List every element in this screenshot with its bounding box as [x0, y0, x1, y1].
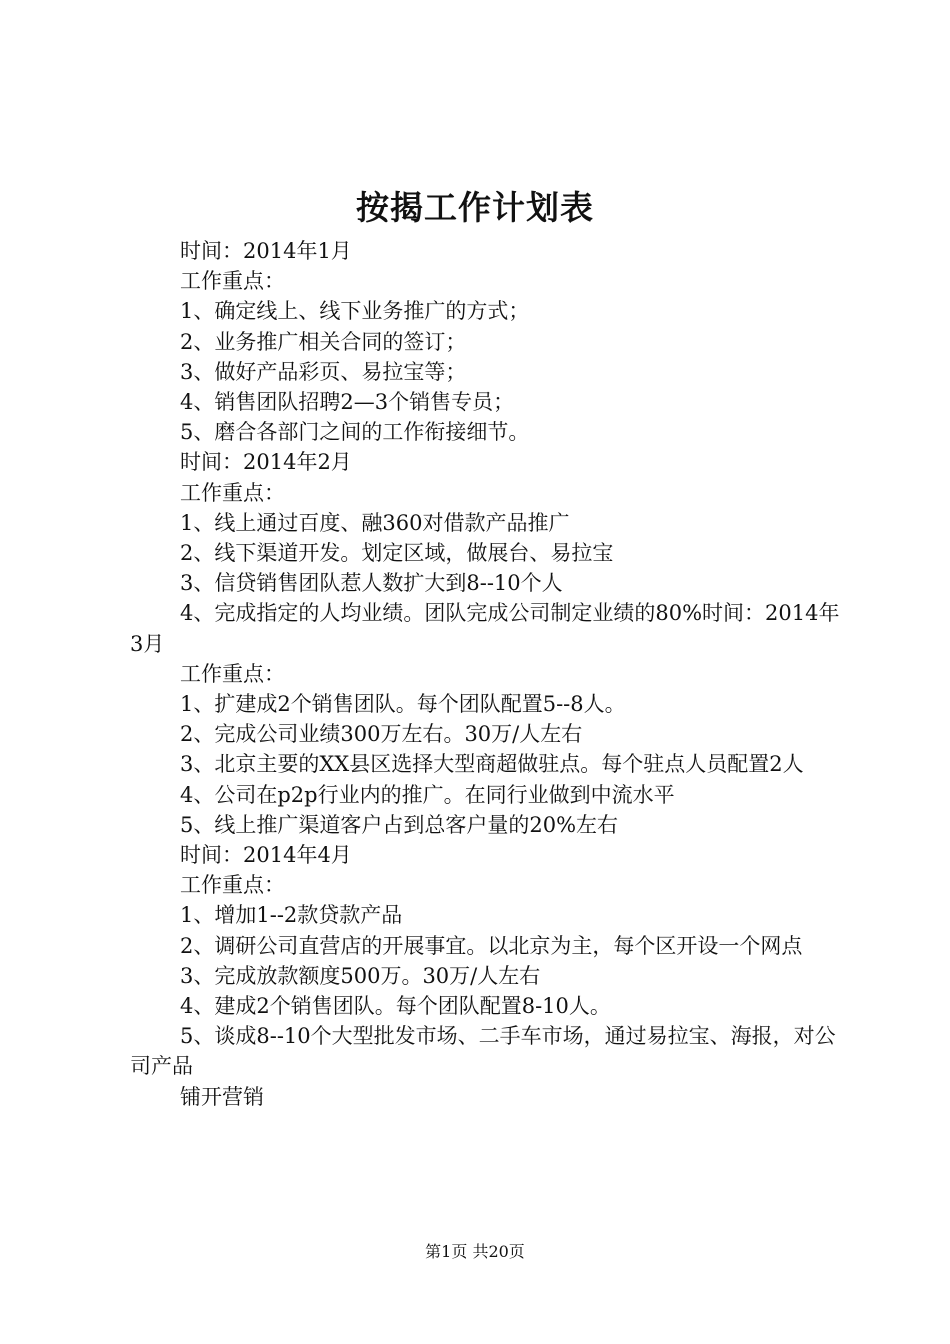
paragraph: 2、线下渠道开发。划定区域，做展台、易拉宝	[180, 541, 614, 566]
paragraph: 5、线上推广渠道客户占到总客户量的20%左右	[180, 812, 619, 837]
paragraph: 4、公司在p2p行业内的推广。在同行业做到中流水平	[180, 782, 675, 807]
paragraph: 1、扩建成2个销售团队。每个团队配置5--8人。	[180, 692, 626, 717]
paragraph: 3、信贷销售团队惹人数扩大到8--10个人	[180, 571, 563, 596]
paragraph: 5、磨合各部门之间的工作衔接细节。	[180, 420, 530, 445]
paragraph: 2、业务推广相关合同的签订；	[180, 329, 467, 354]
paragraph: 2、完成公司业绩300万左右。30万/人左右	[180, 722, 583, 747]
paragraph: 1、线上通过百度、融360对借款产品推广	[180, 510, 570, 535]
paragraph: 铺开营销	[180, 1084, 264, 1109]
paragraph: 3、完成放款额度500万。30万/人左右	[180, 963, 541, 988]
paragraph: 4、完成指定的人均业绩。团队完成公司制定业绩的80%时间：2014年3月	[130, 601, 840, 656]
paragraph: 3、北京主要的XX县区选择大型商超做驻点。每个驻点人员配置2人	[180, 752, 804, 777]
paragraph: 5、谈成8--10个大型批发市场、二手车市场，通过易拉宝、海报，对公司产品	[130, 1024, 836, 1079]
paragraph: 1、确定线上、线下业务推广的方式；	[180, 299, 530, 324]
document-body	[130, 236, 850, 1112]
paragraph: 工作重点：	[180, 661, 285, 686]
paragraph: 4、销售团队招聘2—3个销售专员；	[180, 390, 515, 415]
paragraph: 2、调研公司直营店的开展事宜。以北京为主，每个区开设一个网点	[180, 933, 803, 958]
paragraph: 1、增加1--2款贷款产品	[180, 903, 403, 928]
document-title: 按揭工作计划表	[356, 188, 594, 227]
paragraph: 4、建成2个销售团队。每个团队配置8-10人。	[180, 994, 611, 1019]
paragraph: 时间：2014年4月	[180, 843, 352, 868]
paragraph: 工作重点：	[180, 269, 285, 294]
paragraph: 时间：2014年2月	[180, 450, 352, 475]
paragraph: 3、做好产品彩页、易拉宝等；	[180, 359, 467, 384]
paragraph: 时间：2014年1月	[180, 239, 352, 263]
paragraph: 工作重点：	[180, 873, 285, 898]
paragraph: 工作重点：	[180, 480, 285, 505]
page-footer: 第1页 共20页	[425, 1242, 525, 1261]
